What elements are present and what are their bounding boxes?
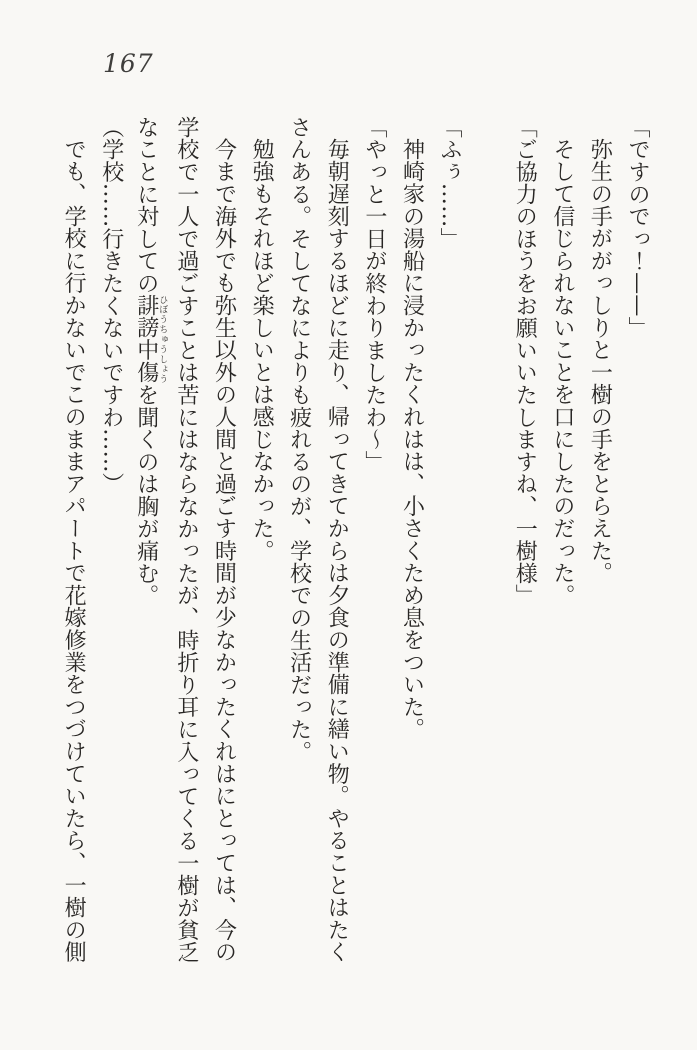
text-column: でも、学校に行かないでこのままアパートで花嫁修業をつづけていたら、一樹の側 — [61, 138, 87, 964]
text-column: 弥生の手ががっしりと一樹の手をとらえた。 — [587, 138, 613, 584]
text-column: そして信じられないことを口にしたのだった。 — [549, 138, 575, 607]
text-column: 「ですのでっ！——」 — [625, 116, 650, 339]
text-column: 「やっと一日が終わりましたわ～」 — [361, 116, 387, 473]
text-column: 神崎家の湯船に浸かったくれはは、小さくため息をついた。 — [399, 138, 425, 741]
text-column: 毎朝遅刻するほどに走り、帰ってきてからは夕食の準備に繕い物。やることはたく — [324, 138, 350, 964]
scene-break-blank-column — [468, 116, 506, 974]
text-column: 「ふぅ……」 — [437, 116, 463, 250]
text-segment: を聞くのは胸が痛む。 — [133, 383, 159, 607]
vertical-text-block — [55, 116, 657, 974]
text-column: （学校……行きたくないですわ……） — [98, 116, 124, 496]
text-column: 学校で一人で過ごすことは苦にはならなかったが、時折り耳に入ってくる一樹が貧乏 — [173, 116, 199, 964]
ruby-base: 誹謗中傷 — [133, 294, 159, 384]
furigana-annotated-word — [133, 294, 168, 384]
text-column-with-furigana — [130, 116, 168, 974]
text-segment: なことに対しての — [133, 116, 159, 295]
page-number: 167 — [103, 49, 154, 78]
text-column: 「ご協力のほうをお願いいたしますね、一樹様」 — [512, 116, 538, 607]
text-column: 勉強もそれほど楽しいとは感じなかった。 — [249, 138, 275, 562]
text-column: 今まで海外でも弥生以外の人間と過ごす時間が少なかったくれはにとっては、今の — [211, 138, 237, 964]
text-column: さんある。そしてなによりも疲れるのが、学校での生活だった。 — [286, 116, 312, 763]
ruby-furigana: ひぼうちゅうしょう — [157, 294, 168, 384]
